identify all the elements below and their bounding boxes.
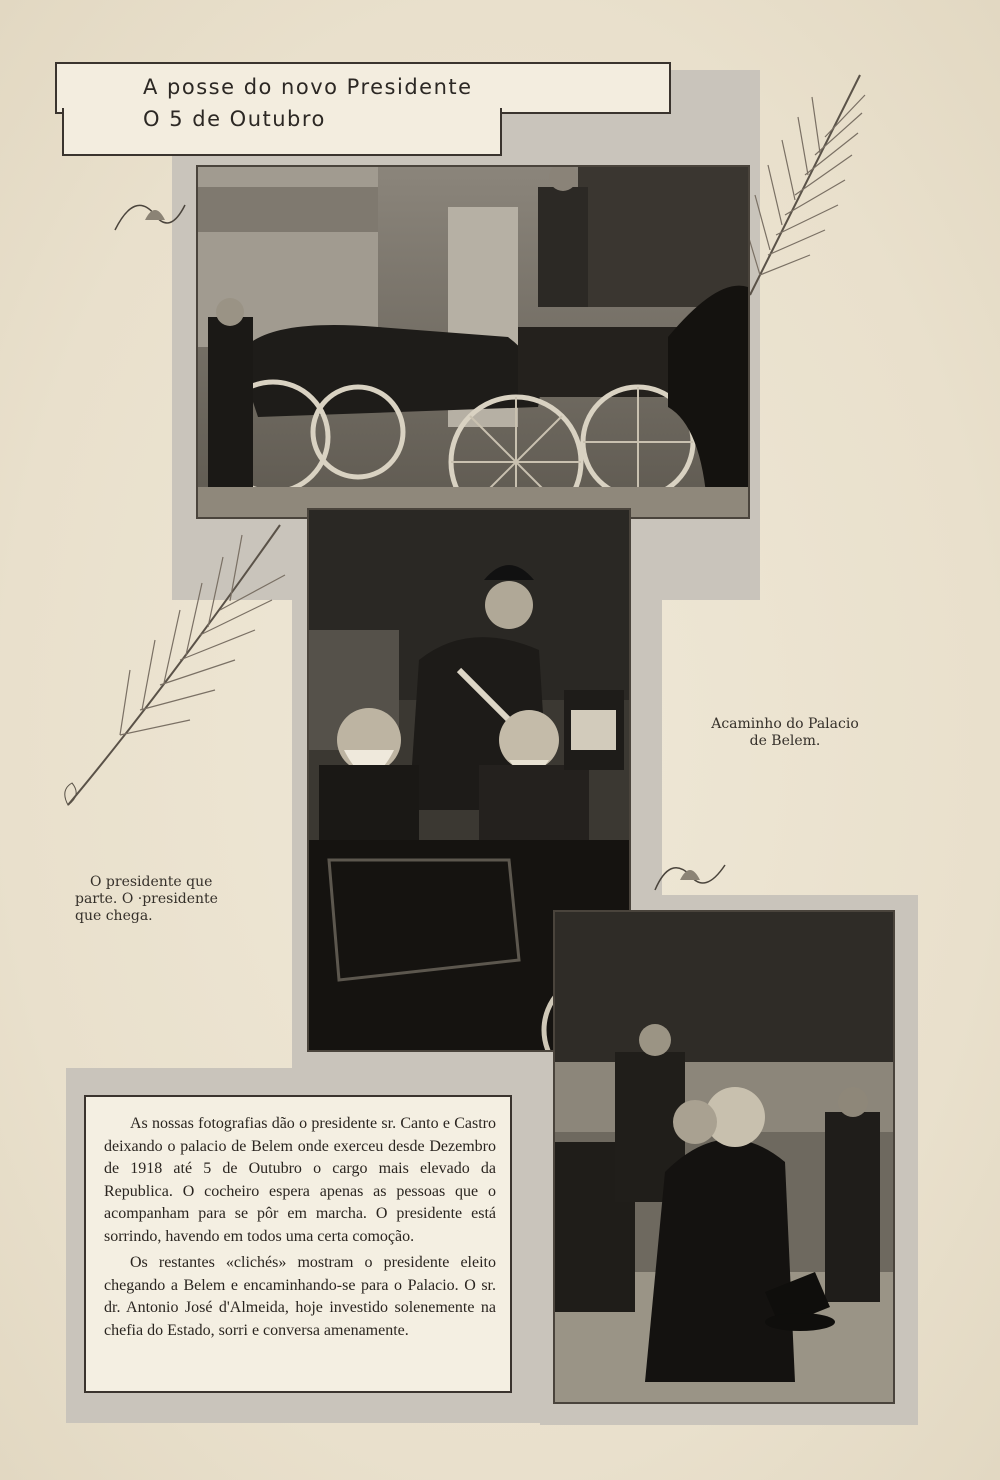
caption-acaminho: [690, 716, 880, 750]
article-textbox: [84, 1095, 512, 1393]
flourish-ornament-left: [110, 185, 190, 240]
flourish-ornament: [650, 850, 730, 900]
palm-frond-ornament-left: [60, 505, 300, 815]
caption-acaminho-line1: Acaminho do Palacio: [711, 716, 859, 732]
caption-presidente: [70, 874, 230, 925]
caption-presidente-line2: parte. O ·presidente: [75, 891, 218, 907]
page-subtitle: O 5 de Outubro: [143, 107, 326, 131]
caption-presidente-line3: que chega.: [75, 908, 153, 924]
page-title: A posse do novo Presidente: [143, 75, 473, 99]
caption-acaminho-line2: de Belem.: [749, 733, 821, 749]
president-walking-photo: [553, 910, 895, 1404]
caption-presidente-line1: O presidente que: [90, 874, 213, 890]
article-paragraph-2: Os restantes «clichés» mostram o presidente eleito chegando a Belem e encaminhando-se para o Palacio. O sr. dr. Antonio José d'Almeida, hoje investido solenemente na chefia do Estado, sorri e conversa amenamente.: [104, 1254, 496, 1339]
carriage-departure-photo: [196, 165, 750, 519]
article-paragraph-1: As nossas fotografias dão o presidente sr. Canto e Castro deixando o palacio de Belem onde exerceu desde Dezembro de 1918 até 5 de Outubro o cargo mais elevado da Republica. O cocheiro espera apenas as pessoas que o acompanham para se pôr em marcha. O presidente está sorrindo, havendo em todos uma certa comoção.: [104, 1115, 496, 1245]
palm-frond-ornament-top-right: [740, 55, 880, 305]
